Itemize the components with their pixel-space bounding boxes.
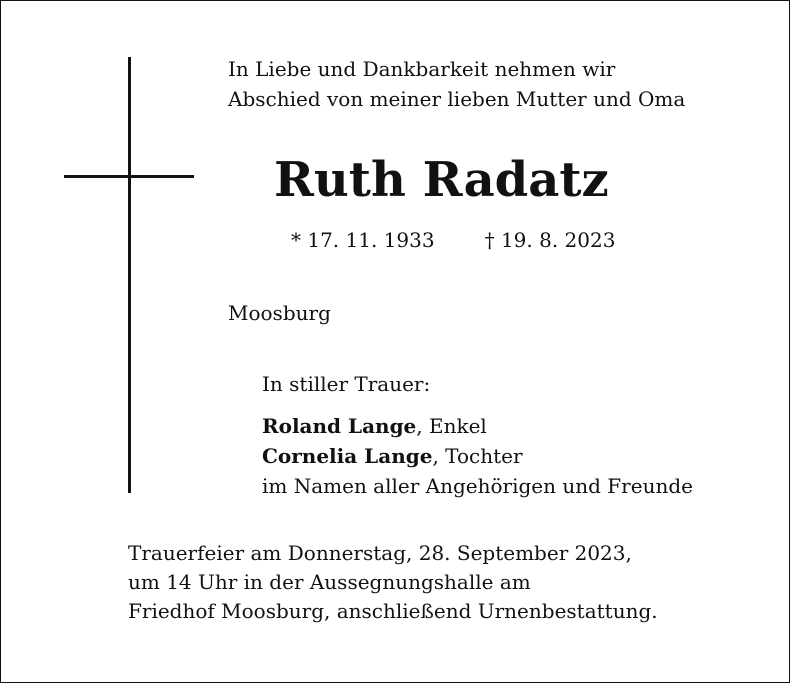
ceremony-line-1: Trauerfeier am Donnerstag, 28. September 2023,	[128, 541, 632, 565]
birth-date: * 17. 11. 1933	[291, 228, 435, 252]
cross-icon-vertical-bar	[128, 57, 131, 493]
mourner-name: Roland Lange	[262, 414, 417, 438]
mourner-name: Cornelia Lange	[262, 444, 433, 468]
mourners-list	[262, 411, 693, 501]
intro-text	[228, 54, 685, 114]
place-text: Moosburg	[228, 301, 331, 325]
ceremony-line-2: um 14 Uhr in der Aussegnungshalle am	[128, 570, 531, 594]
intro-line-1: In Liebe und Dankbarkeit nehmen wir	[228, 57, 616, 81]
mourner-relation: , Tochter	[432, 444, 523, 468]
ceremony-line-3: Friedhof Moosburg, anschließend Urnenbestattung.	[128, 599, 658, 623]
death-date: † 19. 8. 2023	[484, 228, 616, 252]
ceremony-details	[128, 539, 658, 626]
intro-line-2: Abschied von meiner lieben Mutter und Oma	[228, 87, 686, 111]
mourning-heading: In stiller Trauer:	[262, 372, 431, 396]
cross-icon-horizontal-bar	[64, 175, 194, 178]
mourners-others: im Namen aller Angehörigen und Freunde	[262, 474, 693, 498]
mourner-line	[262, 441, 693, 471]
mourner-line	[262, 411, 693, 441]
mourner-relation: , Enkel	[416, 414, 487, 438]
deceased-name: Ruth Radatz	[274, 152, 609, 208]
life-dates	[291, 225, 615, 255]
